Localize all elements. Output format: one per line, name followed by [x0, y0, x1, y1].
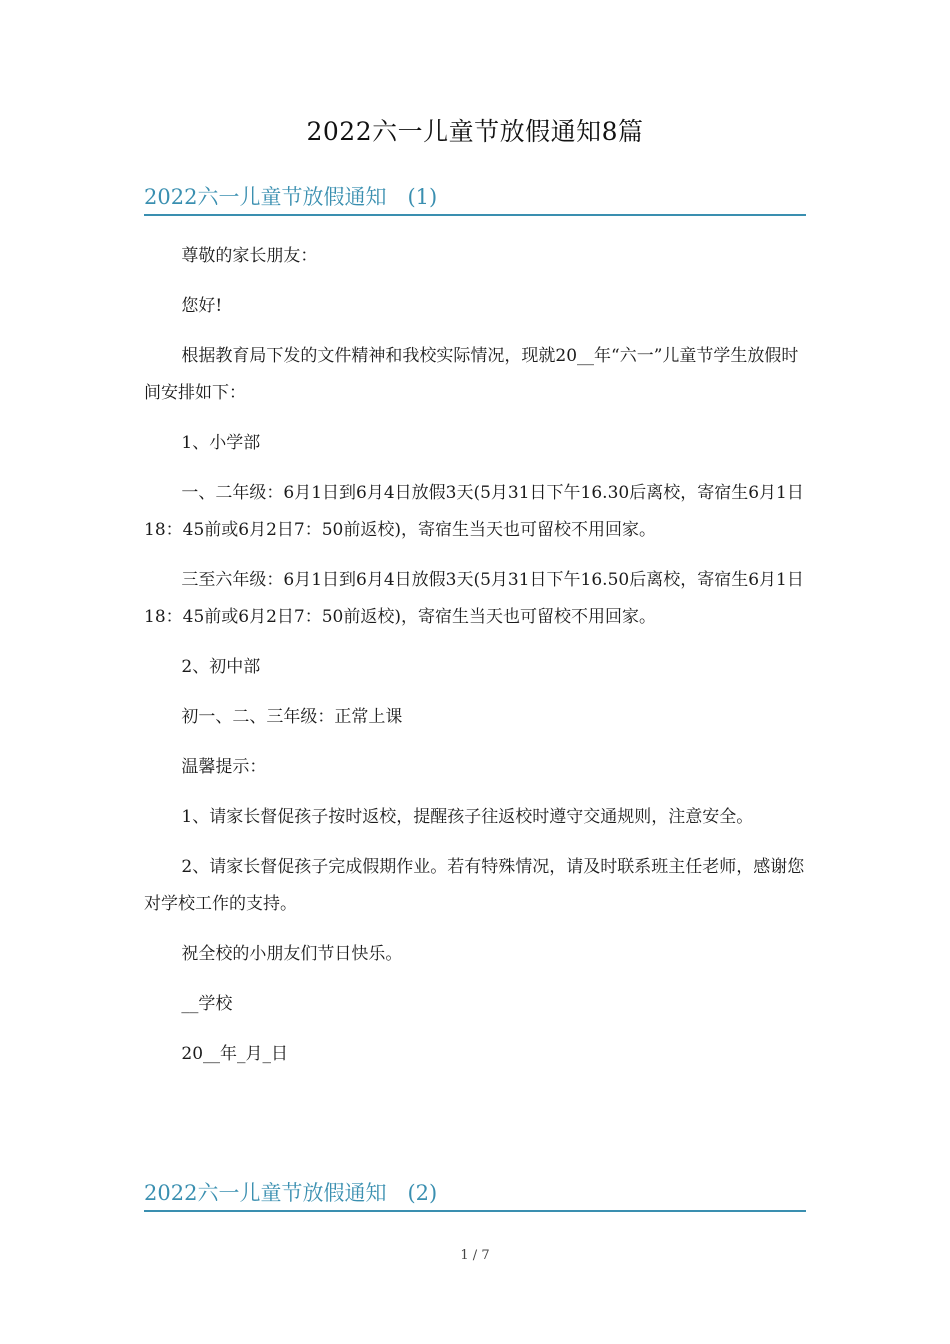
document-title: 2022六一儿童节放假通知8篇	[306, 117, 644, 146]
greeting: 您好!	[181, 296, 223, 316]
tips-heading: 温馨提示：	[181, 757, 267, 777]
signature-date: 20__年_月_日	[181, 1044, 289, 1064]
middle-school-schedule: 初一、二、三年级：正常上课	[181, 707, 403, 727]
section-body-1	[144, 238, 806, 1086]
section-heading-1: 2022六一儿童节放假通知 (1)	[144, 182, 806, 216]
intro-paragraph: 根据教育局下发的文件精神和我校实际情况，现就20__年“六一”儿童节学生放假时间安排如下：	[144, 346, 799, 403]
section-heading-2: 2022六一儿童节放假通知 (2)	[144, 1178, 806, 1212]
tip-1: 1、请家长督促孩子按时返校，提醒孩子往返校时遵守交通规则，注意安全。	[181, 807, 754, 827]
closing-wish: 祝全校的小朋友们节日快乐。	[181, 944, 403, 964]
salutation: 尊敬的家长朋友：	[181, 246, 318, 266]
middle-school-heading: 2、初中部	[181, 657, 261, 677]
page-number: 1 / 7	[460, 1248, 490, 1263]
grades-3-6-schedule: 三至六年级：6月1日到6月4日放假3天(5月31日下午16.50后离校，寄宿生6月1日18：45前或6月2日7：50前返校)，寄宿生当天也可留校不用回家。	[144, 570, 804, 627]
primary-school-heading: 1、小学部	[181, 433, 261, 453]
tip-2: 2、请家长督促孩子完成假期作业。若有特殊情况，请及时联系班主任老师，感谢您对学校工作的支持。	[144, 857, 805, 914]
grades-1-2-schedule: 一、二年级：6月1日到6月4日放假3天(5月31日下午16.30后离校，寄宿生6月1日18：45前或6月2日7：50前返校)，寄宿生当天也可留校不用回家。	[144, 483, 804, 540]
signature-school: __学校	[181, 994, 233, 1014]
